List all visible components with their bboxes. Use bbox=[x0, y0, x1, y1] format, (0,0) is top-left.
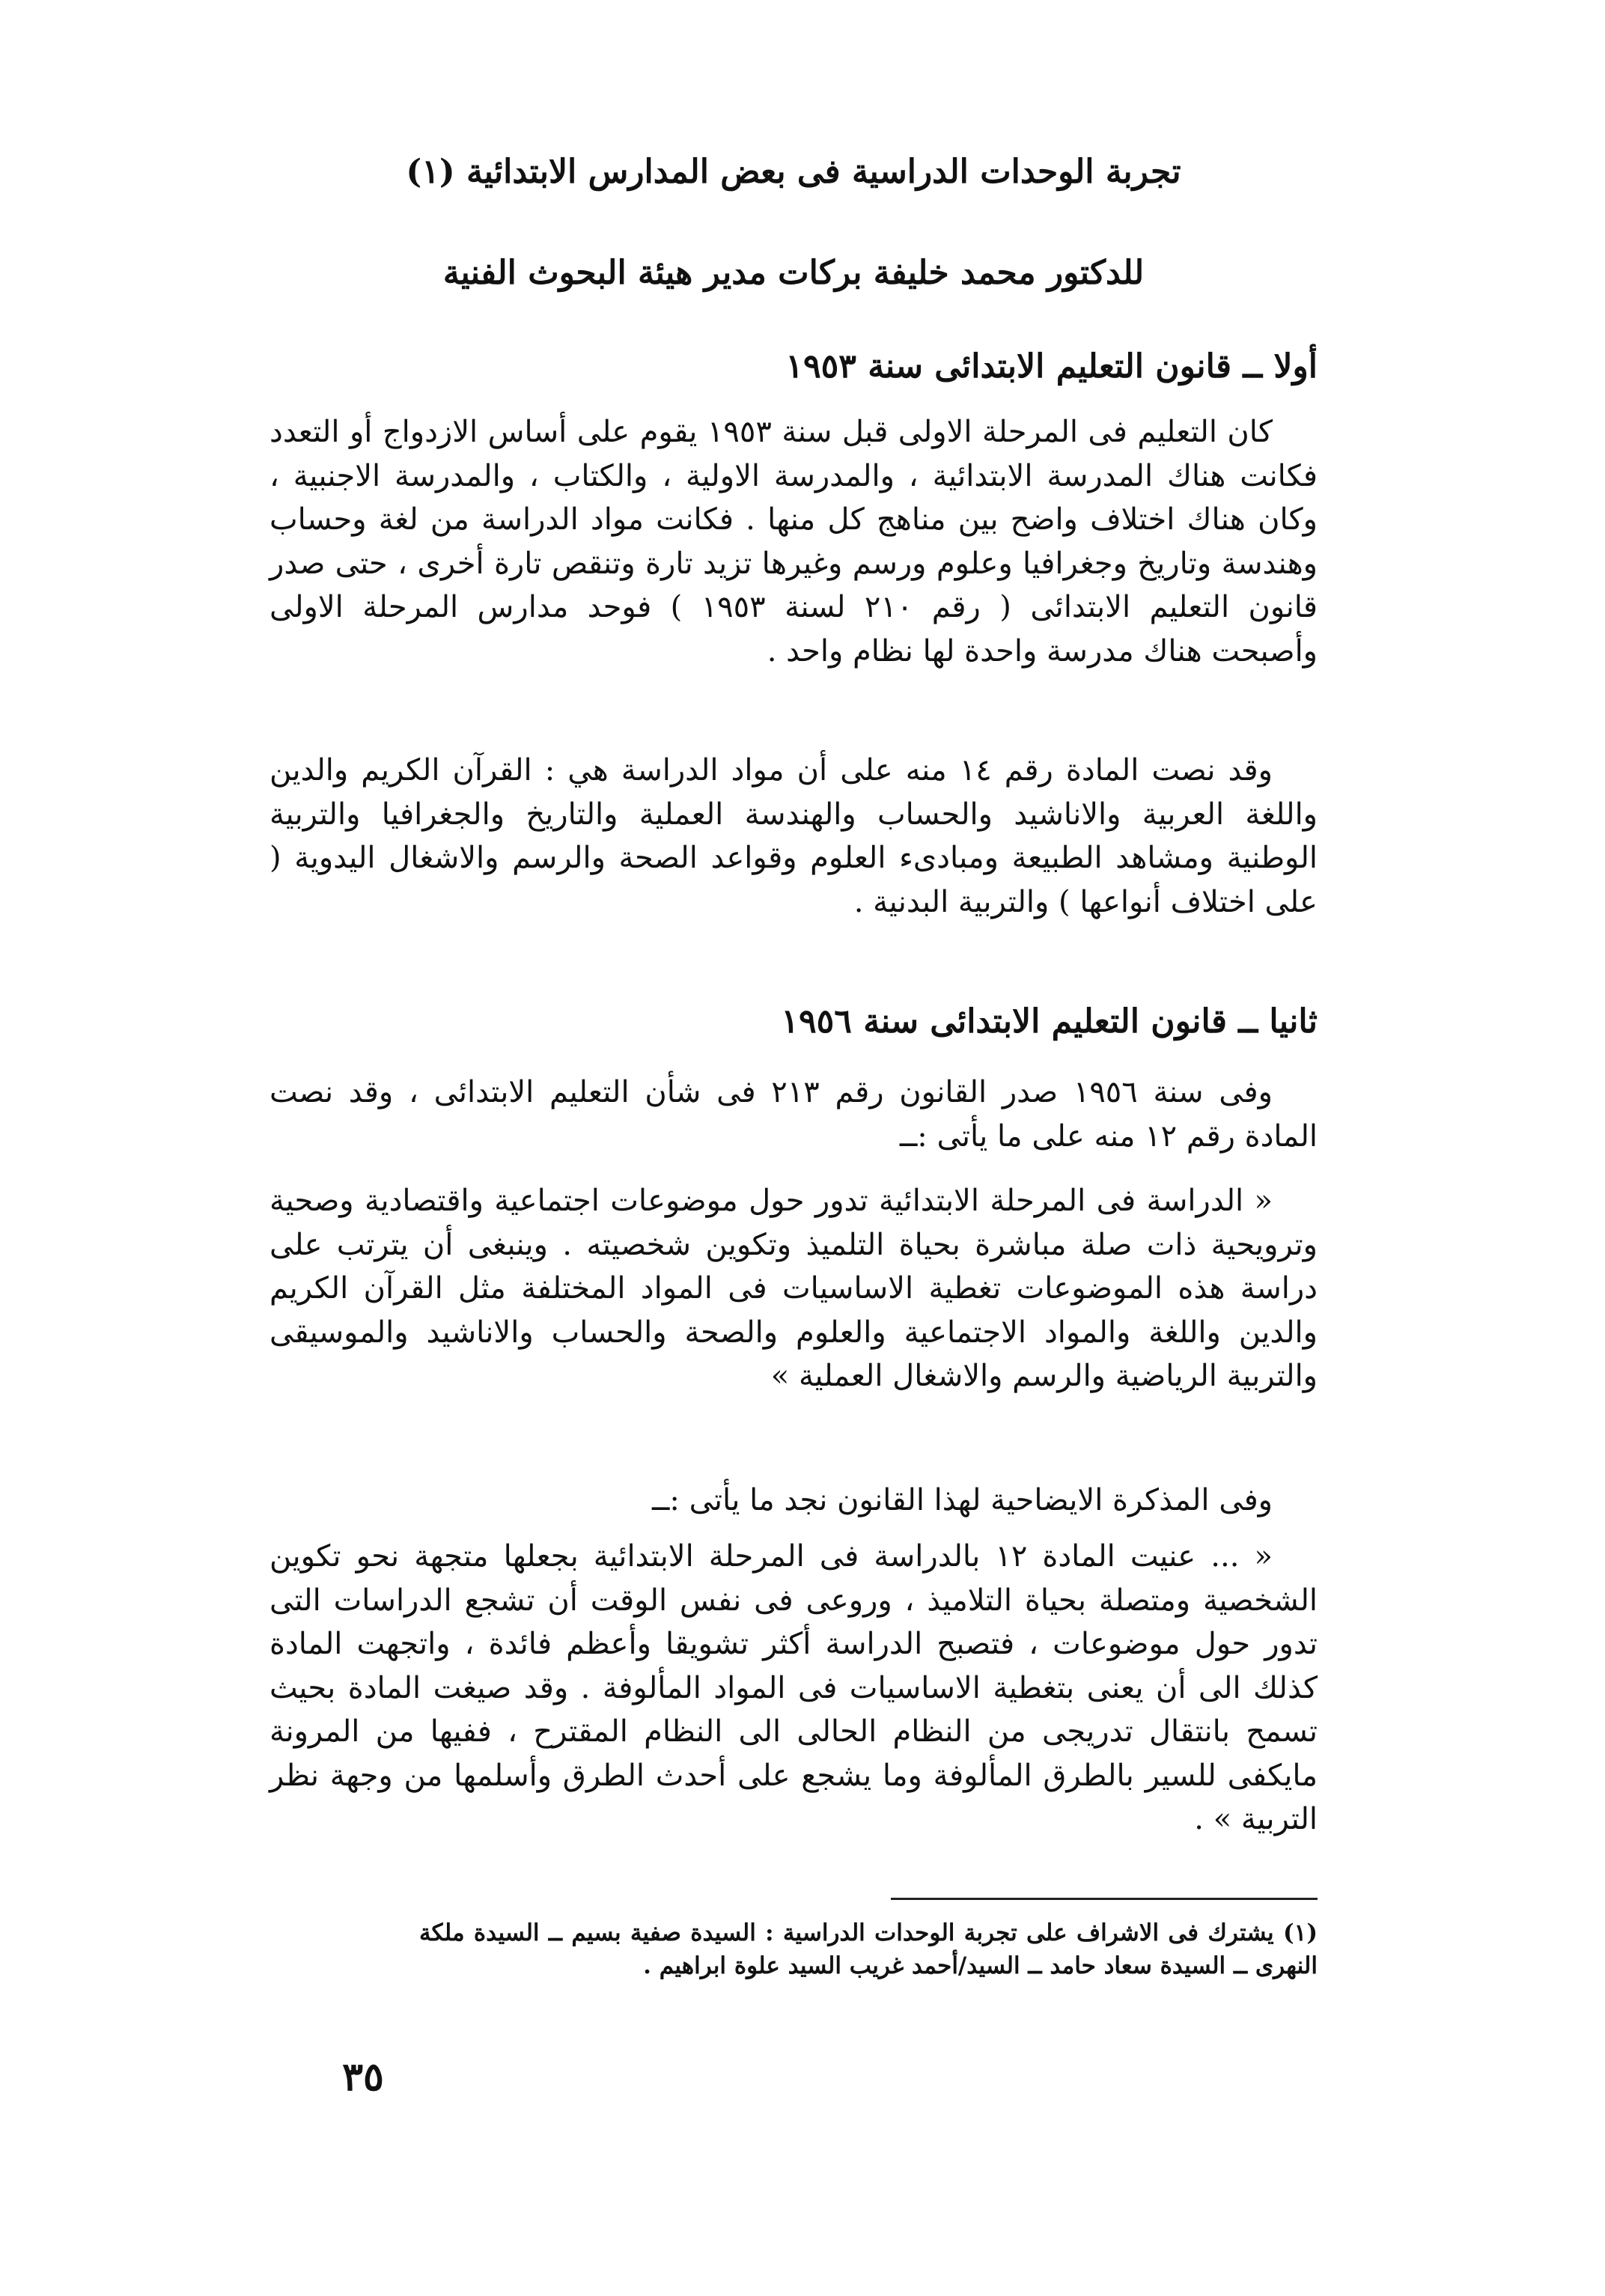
footnote-divider bbox=[891, 1898, 1318, 1900]
section-2-paragraph-2 bbox=[269, 1479, 1318, 1523]
footnote: (١) يشترك فى الاشراف على تجربة الوحدات الدراسية : السيدة صفية بسيم ــ السيدة ملكة النهرى ــ السيدة سعاد حامد ــ السيد/أحمد غريب السيد علوة ابراهيم . bbox=[419, 1919, 1318, 1979]
paragraph: كان التعليم فى المرحلة الاولى قبل سنة ١٩٥٣ يقوم على أساس الازدواج أو التعدد فكانت هناك المدرسة الابتدائية ، والمدرسة الاولية ، والكتاب ، والمدرسة الاجنبية ، وكان هناك اختلاف واضح بين مناهج كل منها . فكانت مواد الدراسة من لغة وحساب وهندسة وتاريخ وجغرافيا وعلوم ورسم وغيرها تزيد تارة وتنقص تارة أخرى ، حتى صدر قانون التعليم الابتدائى ( رقم ٢١٠ لسنة ١٩٥٣ ) فوحد مدارس المرحلة الاولى وأصبحت هناك مدرسة واحدة لها نظام واحد . bbox=[269, 415, 1318, 669]
section-2 bbox=[269, 999, 1318, 1044]
section-heading: أولا ــ قانون التعليم الابتدائى سنة ١٩٥٣ bbox=[785, 347, 1318, 386]
section-2-quote-2 bbox=[269, 1535, 1318, 1842]
paragraph: وقد نصت المادة رقم ١٤ منه على أن مواد الدراسة هي : القرآن الكريم والدين واللغة العربية والاناشيد والحساب والهندسة العملية والتاريخ والجغرافيا والتربية الوطنية ومشاهد الطبيعة ومبادىء العلوم وقواعد الصحة والرسم والاشغال اليدوية ( على اختلاف أنواعها ) والتربية البدنية . bbox=[269, 753, 1318, 919]
paragraph: وفى سنة ١٩٥٦ صدر القانون رقم ٢١٣ فى شأن التعليم الابتدائى ، وقد نصت المادة رقم ١٢ منه على ما يأتى :ــ bbox=[269, 1075, 1318, 1154]
section-2-paragraph-1 bbox=[269, 1071, 1318, 1158]
section-heading: ثانيا ــ قانون التعليم الابتدائى سنة ١٩٥٦ bbox=[781, 1002, 1318, 1041]
section-2-quote-1 bbox=[269, 1179, 1318, 1398]
article-title: تجربة الوحدات الدراسية فى بعض المدارس الابتدائية (١) bbox=[406, 153, 1181, 191]
article-author: للدكتور محمد خليفة بركات مدير هيئة البحوث الفنية bbox=[442, 254, 1145, 292]
quoted-paragraph: « ... عنيت المادة ١٢ بالدراسة فى المرحلة الابتدائية بجعلها متجهة نحو تكوين الشخصية ومتصلة بحياة التلاميذ ، وروعى فى نفس الوقت أن تشجع الدراسات التى تدور حول موضوعات ، فتصبح الدراسة أكثر تشويقا وأعظم فائدة ، واتجهت المادة كذلك الى أن يعنى بتغطية الاساسيات فى المواد المألوفة . وقد صيغت المادة بحيث تسمح بانتقال تدريجى من النظام الحالى الى النظام المقترح ، ففيها من المرونة مايكفى للسير بالطرق المألوفة وما يشجع على أحدث الطرق وأسلمها من وجهة نظر التربية » . bbox=[269, 1539, 1318, 1836]
page-number: ٣٥ bbox=[342, 2054, 384, 2100]
section-1-paragraph-1 bbox=[269, 410, 1318, 673]
quoted-paragraph: « الدراسة فى المرحلة الابتدائية تدور حول موضوعات اجتماعية واقتصادية وصحية وترويحية ذات صلة مباشرة بحياة التلميذ وتكوين شخصيته . وينبغى أن يترتب على دراسة هذه الموضوعات تغطية الاساسيات فى المواد المختلفة مثل القرآن الكريم والدين واللغة والمواد الاجتماعية والعلوم والصحة والحساب والاناشيد والموسيقى والتربية الرياضية والرسم والاشغال العملية » bbox=[269, 1184, 1318, 1393]
section-1-paragraph-2 bbox=[269, 749, 1318, 924]
paragraph: وفى المذكرة الايضاحية لهذا القانون نجد ما يأتى :ــ bbox=[651, 1483, 1273, 1517]
section-1 bbox=[269, 344, 1318, 389]
